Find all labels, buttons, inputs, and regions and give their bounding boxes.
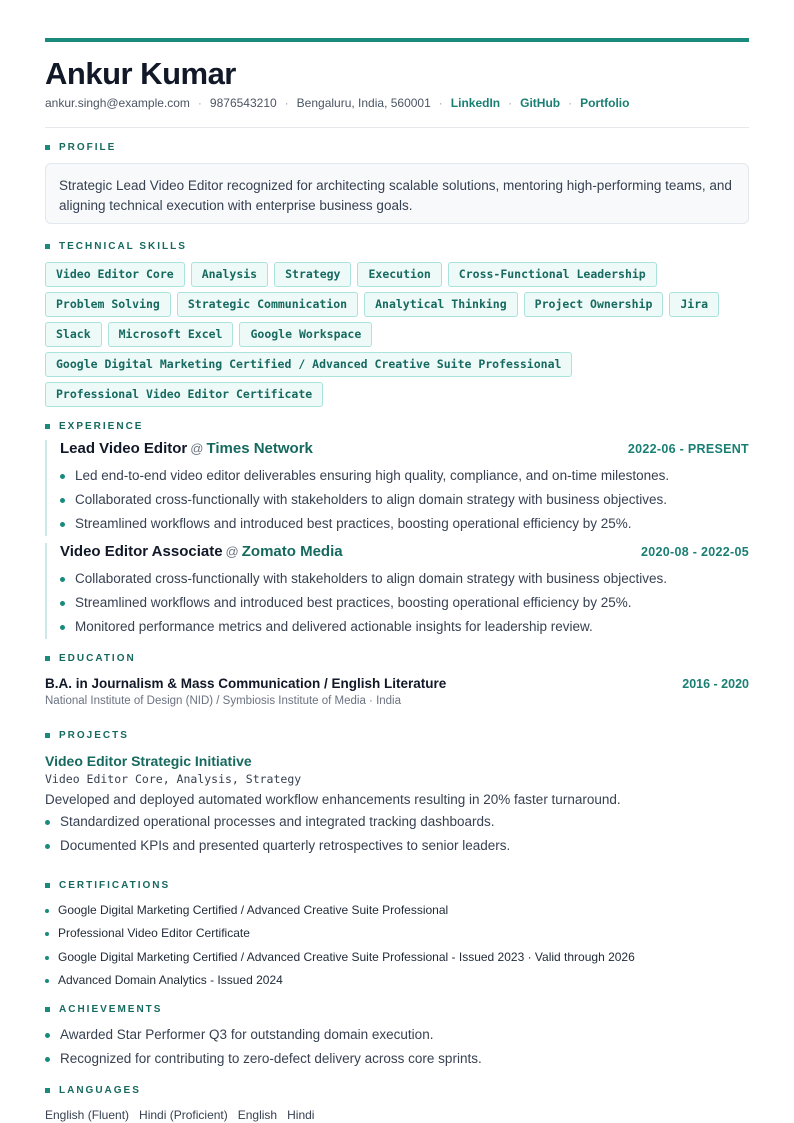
at-symbol: @ bbox=[190, 441, 204, 456]
section-marker-icon bbox=[45, 244, 50, 249]
section-marker-icon bbox=[45, 145, 50, 150]
contact-location: Bengaluru, India, 560001 bbox=[296, 96, 431, 110]
projects-heading-label: PROJECTS bbox=[59, 730, 129, 741]
achievement-item: Awarded Star Performer Q3 for outstanding domain execution. bbox=[45, 1023, 749, 1047]
education-school: National Institute of Design (NID) / Symbiosis Institute of Media · India bbox=[45, 695, 402, 707]
job-bullet: Monitored performance metrics and delivered actionable insights for leadership review. bbox=[60, 615, 749, 639]
skill-chip: Google Digital Marketing Certified / Advanced Creative Suite Professional bbox=[45, 352, 572, 377]
skill-chip: Strategic Communication bbox=[177, 292, 358, 317]
project-bullets bbox=[45, 810, 749, 858]
education-heading-label: EDUCATION bbox=[59, 653, 136, 664]
at-symbol: @ bbox=[225, 544, 239, 559]
skill-chip: Execution bbox=[357, 262, 441, 287]
company-name: Zomato Media bbox=[241, 543, 343, 560]
section-marker-icon bbox=[45, 1088, 50, 1093]
linkedin-link[interactable]: LinkedIn bbox=[450, 96, 501, 110]
certification-item: Advanced Domain Analytics - Issued 2024 bbox=[45, 969, 749, 992]
skill-chip: Slack bbox=[45, 322, 102, 347]
skills-heading-label: TECHNICAL SKILLS bbox=[59, 241, 187, 252]
github-link[interactable]: GitHub bbox=[520, 96, 561, 110]
section-marker-icon bbox=[45, 424, 50, 429]
job-title-line bbox=[60, 543, 343, 560]
skill-chip: Microsoft Excel bbox=[108, 322, 234, 347]
job-header bbox=[60, 543, 749, 565]
contact-line bbox=[45, 96, 629, 110]
languages-heading bbox=[45, 1085, 141, 1096]
achievements-heading-label: ACHIEVEMENTS bbox=[59, 1004, 163, 1015]
language-item: English (Fluent) bbox=[45, 1108, 130, 1122]
skill-chip: Video Editor Core bbox=[45, 262, 185, 287]
section-marker-icon bbox=[45, 733, 50, 738]
skill-chip: Professional Video Editor Certificate bbox=[45, 382, 323, 407]
contact-phone: 9876543210 bbox=[209, 96, 277, 110]
certification-item: Google Digital Marketing Certified / Advanced Creative Suite Professional - Issued 2023 · Valid through 2026 bbox=[45, 946, 749, 969]
job-bullet: Collaborated cross-functionally with stakeholders to align domain strategy with business objectives. bbox=[60, 488, 749, 512]
education-degree: B.A. in Journalism & Mass Communication / English Literature bbox=[45, 676, 447, 691]
skills-heading bbox=[45, 241, 187, 252]
certifications-heading-label: CERTIFICATIONS bbox=[59, 880, 171, 891]
section-marker-icon bbox=[45, 1007, 50, 1012]
project-title: Video Editor Strategic Initiative bbox=[45, 753, 252, 769]
languages-heading-label: LANGUAGES bbox=[59, 1085, 141, 1096]
education-dates: 2016 - 2020 bbox=[682, 677, 749, 691]
experience-item bbox=[45, 543, 749, 639]
job-title-line bbox=[60, 440, 313, 457]
language-item: Hindi bbox=[287, 1108, 315, 1122]
skill-chip: Analysis bbox=[191, 262, 268, 287]
skill-row bbox=[45, 262, 749, 287]
job-dates: 2020-08 - 2022-05 bbox=[641, 545, 749, 559]
certifications-list bbox=[45, 899, 749, 992]
skill-chip: Jira bbox=[669, 292, 719, 317]
certifications-heading bbox=[45, 880, 170, 891]
job-bullet: Streamlined workflows and introduced best practices, boosting operational efficiency by 25%. bbox=[60, 591, 749, 615]
education-item bbox=[45, 676, 749, 707]
skill-chip: Problem Solving bbox=[45, 292, 171, 317]
skill-chip: Project Ownership bbox=[524, 292, 664, 317]
certification-item: Professional Video Editor Certificate bbox=[45, 922, 749, 945]
job-header bbox=[60, 440, 749, 462]
skill-row bbox=[45, 292, 749, 317]
language-item: Hindi (Proficient) bbox=[139, 1108, 228, 1122]
contact-separator: · bbox=[438, 96, 443, 110]
profile-heading-label: PROFILE bbox=[59, 142, 117, 153]
contact-email[interactable]: ankur.singh@example.com bbox=[45, 96, 190, 110]
project-tech: Video Editor Core, Analysis, Strategy bbox=[45, 772, 302, 786]
job-bullet: Streamlined workflows and introduced best practices, boosting operational efficiency by 25%. bbox=[60, 512, 749, 536]
job-title: Lead Video Editor bbox=[60, 440, 188, 457]
skill-chip: Strategy bbox=[274, 262, 351, 287]
contact-separator: · bbox=[508, 96, 513, 110]
company-name: Times Network bbox=[206, 440, 313, 457]
languages-list bbox=[45, 1108, 324, 1122]
experience-item bbox=[45, 440, 749, 536]
projects-heading bbox=[45, 730, 129, 741]
project-bullet: Documented KPIs and presented quarterly retrospectives to senior leaders. bbox=[45, 834, 749, 858]
language-item: English bbox=[237, 1108, 278, 1122]
job-bullet: Led end-to-end video editor deliverables ensuring high quality, compliance, and on-time milestones. bbox=[60, 464, 749, 488]
skill-chip: Google Workspace bbox=[239, 322, 372, 347]
job-bullets bbox=[60, 464, 749, 536]
certification-item: Google Digital Marketing Certified / Advanced Creative Suite Professional bbox=[45, 899, 749, 922]
skills-list bbox=[45, 262, 749, 412]
project-item bbox=[45, 753, 749, 858]
education-heading bbox=[45, 653, 136, 664]
top-accent-rule bbox=[45, 38, 749, 42]
achievement-item: Recognized for contributing to zero-defect delivery across core sprints. bbox=[45, 1047, 749, 1071]
job-bullet: Collaborated cross-functionally with stakeholders to align domain strategy with business objectives. bbox=[60, 567, 749, 591]
job-title: Video Editor Associate bbox=[60, 543, 223, 560]
skill-row bbox=[45, 352, 749, 377]
contact-separator: · bbox=[284, 96, 289, 110]
section-marker-icon bbox=[45, 883, 50, 888]
skill-row bbox=[45, 322, 749, 347]
contact-separator: · bbox=[197, 96, 202, 110]
portfolio-link[interactable]: Portfolio bbox=[580, 96, 630, 110]
section-marker-icon bbox=[45, 656, 50, 661]
experience-heading-label: EXPERIENCE bbox=[59, 421, 144, 432]
job-dates: 2022-06 - PRESENT bbox=[627, 442, 749, 456]
education-header bbox=[45, 676, 749, 691]
achievements-list bbox=[45, 1023, 749, 1071]
job-bullets bbox=[60, 567, 749, 639]
candidate-name: Ankur Kumar bbox=[45, 56, 236, 91]
project-bullet: Standardized operational processes and integrated tracking dashboards. bbox=[45, 810, 749, 834]
skill-chip: Analytical Thinking bbox=[364, 292, 518, 317]
experience-heading bbox=[45, 421, 143, 432]
header-divider bbox=[45, 127, 749, 128]
project-description: Developed and deployed automated workflow enhancements resulting in 20% faster turnaround. bbox=[45, 792, 621, 807]
skill-row bbox=[45, 382, 749, 407]
profile-summary: Strategic Lead Video Editor recognized for architecting scalable solutions, mentoring high-performing teams, and aligning technical execution with enterprise business goals. bbox=[45, 163, 749, 224]
skill-chip: Cross-Functional Leadership bbox=[448, 262, 657, 287]
achievements-heading bbox=[45, 1004, 162, 1015]
profile-heading bbox=[45, 142, 116, 153]
contact-separator: · bbox=[568, 96, 573, 110]
